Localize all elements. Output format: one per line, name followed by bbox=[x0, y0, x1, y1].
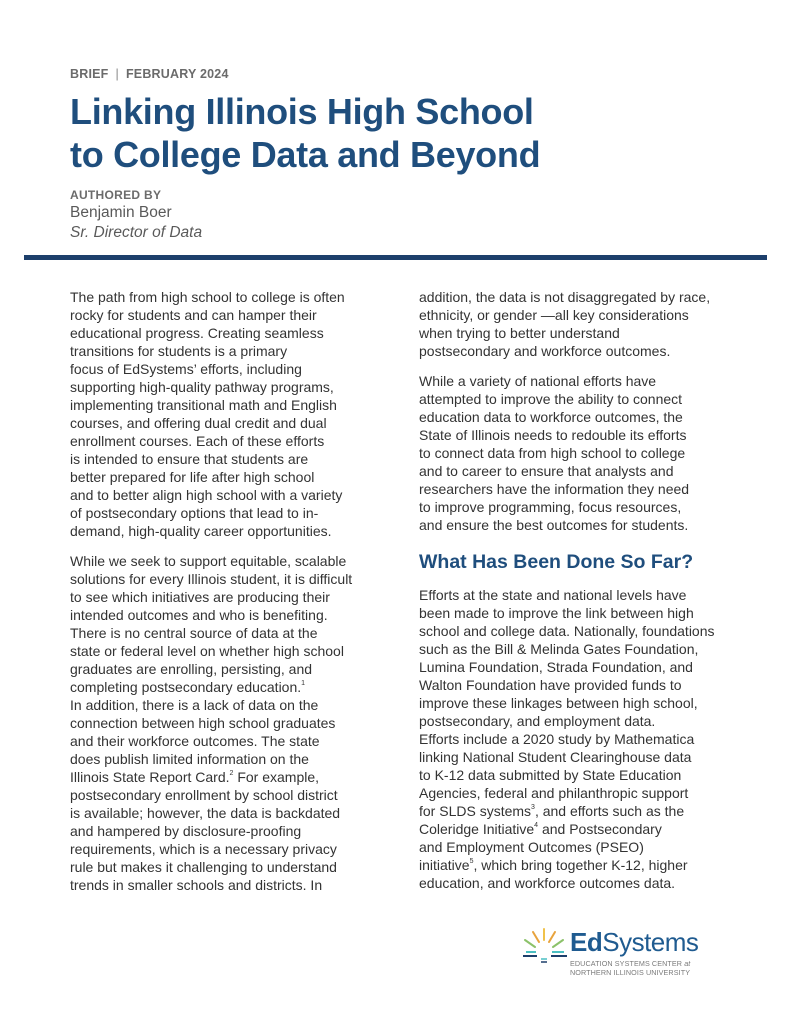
logo-subline-2: NORTHERN ILLINOIS UNIVERSITY bbox=[570, 968, 691, 977]
text-line: linking National Student Clearinghouse data bbox=[419, 749, 692, 765]
text-line: when trying to better understand bbox=[419, 325, 620, 341]
text-line: attempted to improve the ability to connect bbox=[419, 391, 683, 407]
text-line-tail: and Postsecondary bbox=[538, 821, 662, 837]
text-line: Walton Foundation have provided funds to bbox=[419, 677, 682, 693]
footnote-ref-2[interactable]: 2 bbox=[229, 770, 234, 778]
document-type: BRIEF bbox=[70, 67, 109, 81]
paragraph-disaggregation bbox=[419, 288, 749, 360]
right-column bbox=[419, 288, 749, 904]
title-line-2: to College Data and Beyond bbox=[70, 134, 541, 175]
text-line: focus of EdSystems’ efforts, including bbox=[70, 361, 302, 377]
paragraph-intro bbox=[70, 288, 390, 540]
author-role: Sr. Director of Data bbox=[70, 224, 203, 241]
edsystems-logo bbox=[522, 927, 722, 983]
kicker bbox=[70, 66, 750, 82]
header-divider bbox=[24, 255, 767, 260]
text-line-content: for SLDS systems bbox=[419, 803, 532, 819]
text-line: graduates are enrolling, persisting, and bbox=[70, 661, 313, 677]
text-line: and to better align high school with a variety bbox=[70, 487, 343, 503]
text-line: to improve programming, focus resources, bbox=[419, 499, 682, 515]
text-line: postsecondary enrollment by school district bbox=[70, 787, 338, 803]
text-line: is available; however, the data is backdated bbox=[70, 805, 341, 821]
publication-date: FEBRUARY 2024 bbox=[125, 67, 229, 81]
logo-wordmark bbox=[570, 929, 698, 955]
text-line-tail: For example, bbox=[233, 769, 320, 785]
text-line: and ensure the best outcomes for students. bbox=[419, 517, 689, 533]
text-line: intended outcomes and who is benefiting. bbox=[70, 607, 328, 623]
logo-wordmark-regular: Systems bbox=[602, 927, 699, 957]
text-line bbox=[70, 768, 390, 786]
text-line-content: completing postsecondary education. bbox=[70, 679, 302, 695]
text-line: transitions for students is a primary bbox=[70, 343, 288, 359]
text-line: and their workforce outcomes. The state bbox=[70, 733, 320, 749]
text-line-tail: , and efforts such as the bbox=[534, 803, 685, 819]
footnote-ref-1[interactable]: 1 bbox=[301, 680, 306, 688]
author-name: Benjamin Boer bbox=[70, 204, 172, 221]
text-line bbox=[70, 678, 390, 696]
text-line: state or federal level on whether high school bbox=[70, 643, 344, 659]
text-line: postsecondary and workforce outcomes. bbox=[419, 343, 671, 359]
paragraph-data-gaps bbox=[70, 552, 390, 894]
logo-wordmark-bold: Ed bbox=[570, 927, 603, 957]
text-line-content: Illinois State Report Card. bbox=[70, 769, 230, 785]
footnote-ref-5[interactable]: 5 bbox=[469, 858, 474, 866]
text-line: and hampered by disclosure-proofing bbox=[70, 823, 302, 839]
text-line: to K-12 data submitted by State Education bbox=[419, 767, 682, 783]
text-line: Agencies, federal and philanthropic support bbox=[419, 785, 689, 801]
text-line: and Employment Outcomes (PSEO) bbox=[419, 839, 644, 855]
logo-subline-1-at: at bbox=[684, 959, 691, 968]
text-line: education data to workforce outcomes, the bbox=[419, 409, 683, 425]
text-line: While we seek to support equitable, scalable bbox=[70, 553, 347, 569]
text-line: of postsecondary options that lead to in- bbox=[70, 505, 319, 521]
text-line: While a variety of national efforts have bbox=[419, 373, 657, 389]
text-line: Efforts include a 2020 study by Mathematica bbox=[419, 731, 695, 747]
document-header bbox=[70, 66, 750, 242]
text-line: been made to improve the link between high bbox=[419, 605, 694, 621]
logo-text bbox=[570, 929, 698, 977]
text-line: requirements, which is a necessary privacy bbox=[70, 841, 337, 857]
text-line-tail: , which bring together K-12, higher bbox=[473, 857, 688, 873]
text-line: does publish limited information on the bbox=[70, 751, 309, 767]
text-line: In addition, there is a lack of data on the bbox=[70, 697, 319, 713]
text-line: The path from high school to college is often bbox=[70, 289, 345, 305]
section-heading: What Has Been Done So Far? bbox=[419, 551, 694, 573]
left-column bbox=[70, 288, 390, 906]
text-line: educational progress. Creating seamless bbox=[70, 325, 324, 341]
text-line: postsecondary, and employment data. bbox=[419, 713, 656, 729]
text-line: researchers have the information they need bbox=[419, 481, 690, 497]
text-line: There is no central source of data at the bbox=[70, 625, 318, 641]
text-line: Lumina Foundation, Strada Foundation, and bbox=[419, 659, 693, 675]
text-line: education, and workforce outcomes data. bbox=[419, 875, 676, 891]
text-line: improve these linkages between high school, bbox=[419, 695, 698, 711]
text-line: better prepared for life after high school bbox=[70, 469, 315, 485]
text-line: rocky for students and can hamper their bbox=[70, 307, 317, 323]
kicker-separator: | bbox=[115, 67, 119, 81]
text-line: State of Illinois needs to redouble its efforts bbox=[419, 427, 687, 443]
logo-subline-1-main: EDUCATION SYSTEMS CENTER bbox=[570, 959, 683, 968]
text-line: such as the Bill & Melinda Gates Foundation, bbox=[419, 641, 699, 657]
title-line-1: Linking Illinois High School bbox=[70, 91, 534, 132]
author-block bbox=[70, 188, 750, 242]
footnote-ref-3[interactable]: 3 bbox=[531, 804, 535, 812]
text-line: rule but makes it challenging to understand bbox=[70, 859, 337, 875]
text-line: school and college data. Nationally, foundations bbox=[419, 623, 715, 639]
text-line: demand, high-quality career opportunities. bbox=[70, 523, 332, 539]
text-line: supporting high-quality pathway programs, bbox=[70, 379, 334, 395]
page-title bbox=[70, 90, 750, 176]
text-line: addition, the data is not disaggregated by race, bbox=[419, 289, 711, 305]
text-line: ethnicity, or gender —all key considerations bbox=[419, 307, 689, 323]
text-line bbox=[419, 856, 749, 874]
paragraph-efforts-so-far bbox=[419, 586, 749, 892]
text-line: to connect data from high school to college bbox=[419, 445, 686, 461]
text-line: to see which initiatives are producing their bbox=[70, 589, 330, 605]
text-line: and to career to ensure that analysts and bbox=[419, 463, 674, 479]
text-line: courses, and offering dual credit and dual bbox=[70, 415, 327, 431]
text-line: trends in smaller schools and districts. In bbox=[70, 877, 323, 893]
logo-subline-1 bbox=[570, 959, 698, 968]
text-line-content: initiative bbox=[419, 857, 470, 873]
footnote-ref-4[interactable]: 4 bbox=[534, 822, 539, 830]
text-line bbox=[419, 820, 749, 838]
text-line: connection between high school graduates bbox=[70, 715, 336, 731]
text-line: implementing transitional math and English bbox=[70, 397, 337, 413]
text-line: is intended to ensure that students are bbox=[70, 451, 309, 467]
text-line: solutions for every Illinois student, it is difficult bbox=[70, 571, 353, 587]
text-line-content: Coleridge Initiative bbox=[419, 821, 535, 837]
authored-by-label: AUTHORED BY bbox=[70, 188, 162, 202]
text-line bbox=[419, 802, 749, 820]
text-line: enrollment courses. Each of these efforts bbox=[70, 433, 325, 449]
paragraph-national-efforts bbox=[419, 372, 749, 534]
text-line: Efforts at the state and national levels have bbox=[419, 587, 687, 603]
